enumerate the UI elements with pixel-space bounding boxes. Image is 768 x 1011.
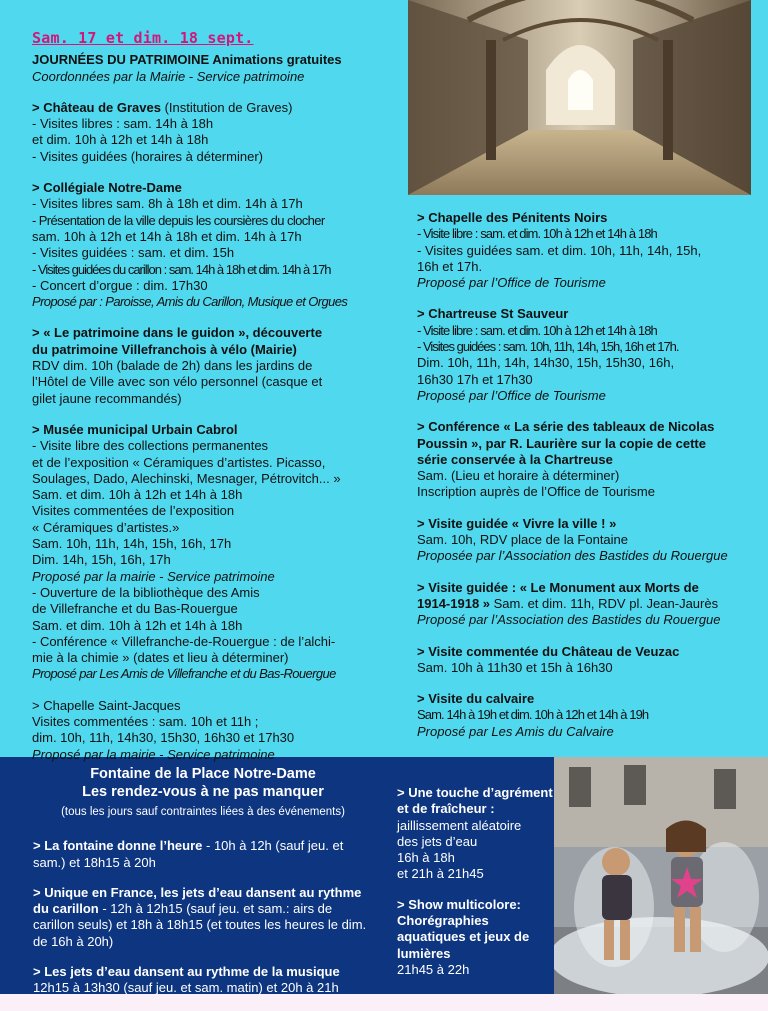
- fontaine-carillon: > Unique en France, les jets d’eau dansent au rythme du carillon - 12h à 12h15 (sauf jeu. et sam.: airs de carillon seuls) et 18h à 18h15 (et toutes les heures le dim. de 16h à 20h): [33, 884, 367, 949]
- graves-block: > Château de Graves (Institution de Graves) - Visites libres : sam. 14h à 18h et dim. 10h à 12h et 14h à 18h - Visites guidées (horaires à déterminer): [32, 99, 293, 164]
- penitents-block: > Chapelle des Pénitents Noirs - Visite libre : sam. et dim. 10h à 12h et 14h à 18h - Visites guidées sam. et dim. 10h, 11h, 14h, 15h, 16h et 17h. Proposé par l’Office de Tourisme: [417, 210, 702, 291]
- calvaire-block: > Visite du calvaire Sam. 14h à 19h et dim. 10h à 12h et 14h à 19h Proposé par Les Amis du Calvaire: [417, 691, 649, 739]
- velo-block: > « Le patrimoine dans le guidon », découverte du patrimoine Villefranchois à vélo (Mairie) RDV dim. 10h (balade de 2h) dans les jardins de l’Hôtel de Ville avec son vélo personnel (casque et gilet jaune recommandés): [32, 325, 323, 406]
- intro-block: JOURNÉES DU PATRIMOINE Animations gratuites Coordonnées par la Mairie - Service patrimoine: [32, 52, 342, 84]
- event-date: Sam. 17 et dim. 18 sept.: [32, 29, 254, 47]
- monument-block: > Visite guidée : « Le Monument aux Morts de 1914-1918 » Sam. et dim. 11h, RDV pl. Jean-Jaurès Proposé par l’Association des Bastides du Rouergue: [417, 579, 721, 628]
- fontaine-musique: > Les jets d’eau dansent au rythme de la musique 12h15 à 13h30 (sauf jeu. et sam. matin) et 20h à 21h: [33, 964, 340, 996]
- jacques-block: > Chapelle Saint-Jacques Visites commentées : sam. 10h et 11h ; dim. 10h, 11h, 14h30, 15h30, 16h30 et 17h30 Proposé par la mairie - Service patrimoine: [32, 697, 295, 762]
- musee-block: > Musée municipal Urbain Cabrol - Visite libre des collections permanentes et de l’exposition « Céramiques d’artistes. Picasso, Soulages, Dado, Alechinski, Mesnager, Pétrovitch... » Sam. et dim. 10h à 12h et 14h à 18h Visites commentées de l’exposition « Céramiques d’artistes.» Sam. 10h, 11h, 14h, 15h, 16h, 17h Dim. 14h, 15h, 16h, 17h Proposé par la mairie - Service patrimoine - Ouverture de la bibliothèque des Amis de Villefranche et du Bas-Rouergue Sam. et dim. 10h à 12h et 14h à 18h - Conférence « Villefranche-de-Rouergue : de l’alchi- mie à la chimie » (dates et lieu à déterminer) Proposé par Les Amis de Villefranche et du Bas-Rouergue: [32, 421, 341, 682]
- church-nave-photo: [408, 0, 751, 195]
- conference-block: > Conférence « La série des tableaux de Nicolas Poussin », par R. Laurière sur la copie de cette série conservée à la Chartreuse Sam. (Lieu et horaire à déterminer) Inscription auprès de l’Office de Tourisme: [417, 419, 715, 500]
- fontaine-extra: > Une touche d’agrément et de fraîcheur : jaillissement aléatoire des jets d’eau 16h à 18h et 21h à 21h45 > Show multicolore: Chorégraphies aquatiques et jeux de lumières 21h45 à 22h: [397, 785, 553, 977]
- collegiale-block: > Collégiale Notre-Dame - Visites libres sam. 8h à 18h et dim. 14h à 17h - Présentation de la ville depuis les coursières du clocher sam. 10h à 12h et 14h à 18h et dim. 14h à 17h - Visites guidées : sam. et dim. 15h - Visites guidées du carillon : sam. 14h à 18h et dim. 14h à 17h - Concert d’orgue : dim. 17h30 Proposé par : Paroisse, Amis du Carillon, Musique et Orgues: [32, 180, 348, 310]
- fontaine-section: Fontaine de la Place Notre-Dame Les rendez-vous à ne pas manquer (tous les jours sauf contraintes liées à des événements) > La fontaine donne l’heure - 10h à 12h (sauf jeu. et sam.) et 18h15 à 20h > Unique en France, les jets d’eau dansent au rythme du carillon - 12h à 12h15 (sauf jeu. et sam.: airs de carillon seuls) et 18h à 18h15 (et toutes les heures le dim. de 16h à 20h) > Les jets d’eau dansent au rythme de la musique 12h15 à 13h30 (sauf jeu. et sam. matin) et 20h à 21h: [33, 765, 373, 1011]
- veuzac-block: > Visite commentée du Château de Veuzac Sam. 10h à 11h30 et 15h à 16h30: [417, 643, 680, 675]
- vivre-block: > Visite guidée « Vivre la ville ! » Sam. 10h, RDV place de la Fontaine Proposée par l’Association des Bastides du Rouergue: [417, 515, 728, 564]
- fontaine-heure: > La fontaine donne l’heure - 10h à 12h (sauf jeu. et sam.) et 18h15 à 20h: [33, 838, 344, 870]
- left-column: [32, 30, 372, 778]
- chartreuse-block: > Chartreuse St Sauveur - Visite libre : sam. et dim. 10h à 12h et 14h à 18h - Visites guidées : sam. 10h, 11h, 14h, 15h, 16h et 17h. Dim. 10h, 11h, 14h, 14h30, 15h, 15h30, 16h, 16h30 17h et 17h30 Proposé par l’Office de Tourisme: [417, 306, 679, 403]
- right-column: [417, 210, 752, 755]
- fontaine-subtitle: Les rendez-vous à ne pas manquer: [82, 784, 324, 800]
- kids-fountain-photo: [554, 757, 768, 994]
- fontaine-title: Fontaine de la Place Notre-Dame: [90, 766, 316, 782]
